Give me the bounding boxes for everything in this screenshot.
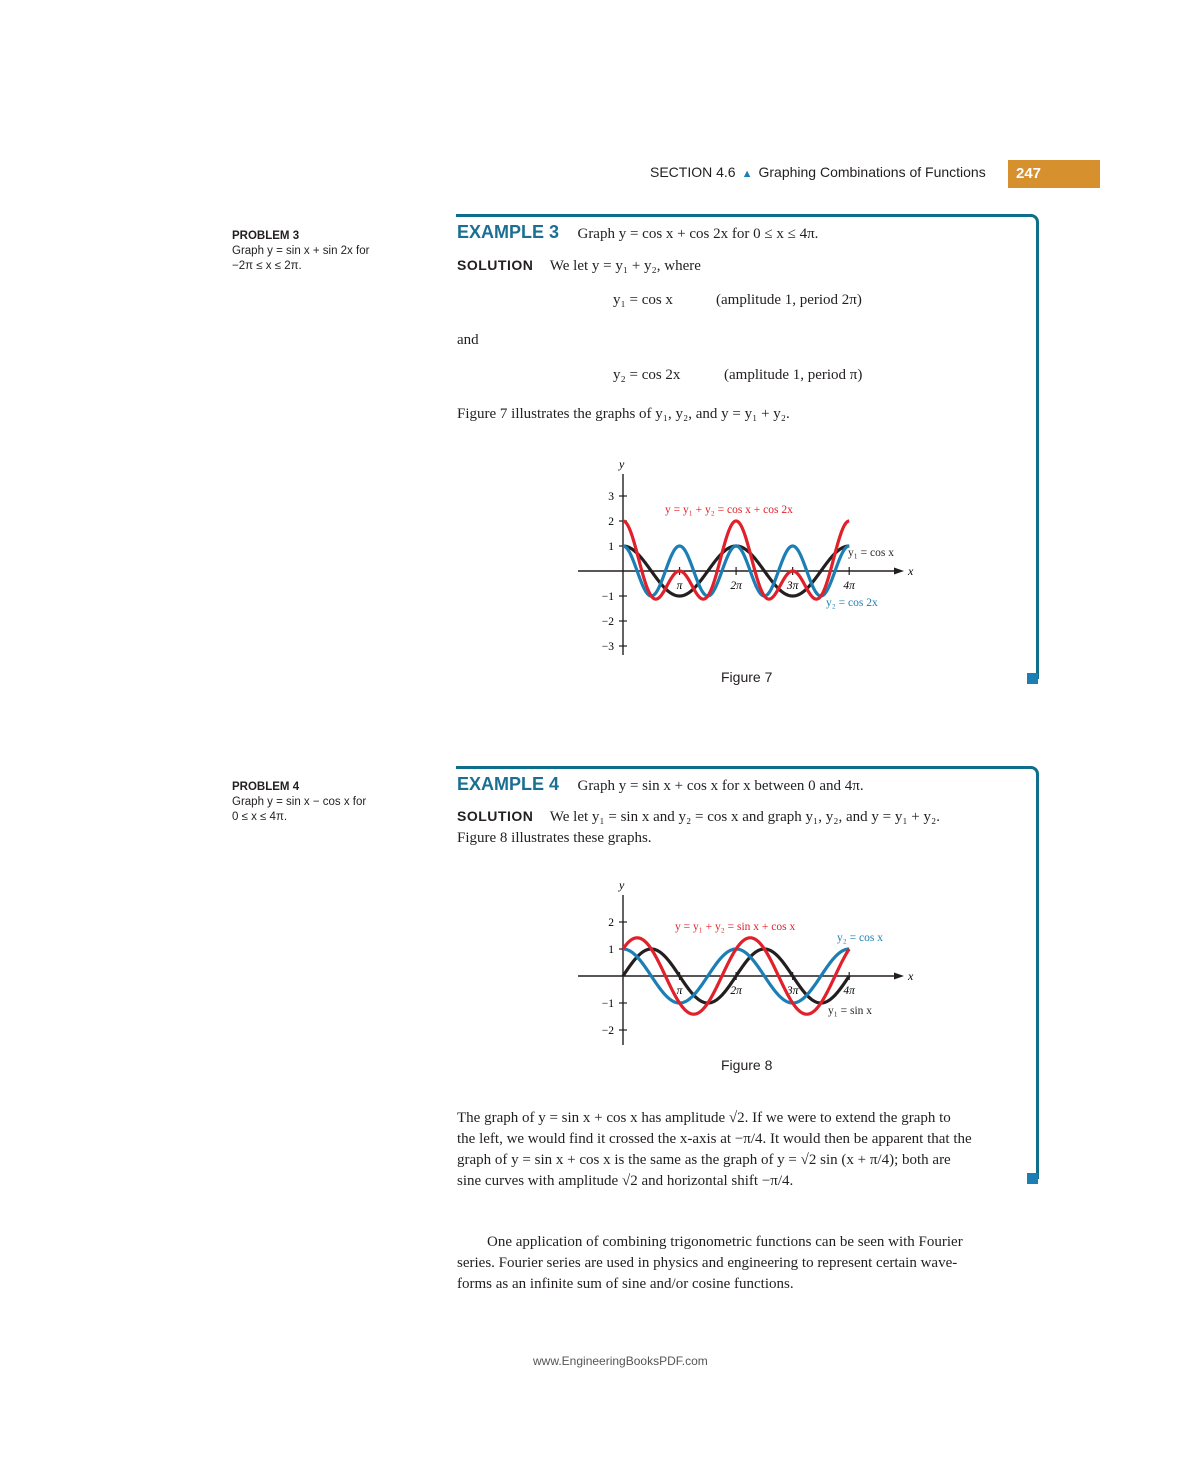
y-tick-label: −1 (601, 998, 614, 1010)
problem-3-title: PROBLEM 3 (232, 230, 300, 242)
example-4-solution (457, 807, 940, 828)
problem-3 (232, 229, 369, 274)
solution-text: We let y = y₁ + y₂, where (549, 258, 701, 274)
y-tick-label: 2 (608, 917, 614, 929)
x-axis-label: x (908, 564, 914, 578)
figure-8-caption: Figure 8 (721, 1057, 773, 1073)
problem-4-line1: Graph y = sin x − cos x for (232, 796, 367, 808)
equation-y2: y₂ = cos 2x (613, 367, 681, 383)
end-of-example-icon (1027, 1173, 1038, 1184)
y-tick-label: −2 (601, 616, 614, 628)
y-tick-label: 3 (608, 491, 614, 503)
paragraph-line: the left, we would find it crossed the x-axis at −π/4. It would then be apparent that the (457, 1131, 972, 1147)
x-tick-label: π (676, 580, 683, 592)
y-tick-label: −3 (601, 641, 614, 653)
paragraph-line: One application of combining trigonometric functions can be seen with Fourier (487, 1234, 963, 1250)
equation-y1: y₁ = cos x (613, 292, 673, 308)
paragraph-line: sine curves with amplitude √2 and horizontal shift −π/4. (457, 1173, 794, 1189)
solution-line2: Figure 8 illustrates these graphs. (457, 830, 652, 846)
example-4-label: EXAMPLE 4 (457, 774, 560, 794)
x-axis-arrow-icon (894, 568, 904, 575)
x-tick-label: 3π (786, 985, 799, 997)
x-tick-label: 4π (843, 985, 855, 997)
figure-8-chart (560, 873, 930, 1048)
series-label-2: y₁ = cos x (848, 547, 894, 559)
example-4-heading (457, 774, 864, 795)
series-label-3: y₂ = cos x (837, 932, 883, 944)
x-tick-label: 2π (730, 580, 742, 592)
triangle-icon: ▲ (741, 168, 753, 180)
y-tick-label: −1 (601, 591, 614, 603)
equation-y2-note: (amplitude 1, period π) (724, 367, 863, 383)
example-3-statement: Graph y = cos x + cos 2x for 0 ≤ x ≤ 4π. (577, 226, 819, 242)
example-4-paragraph (457, 1108, 972, 1192)
problem-4 (232, 780, 366, 825)
x-axis-arrow-icon (894, 973, 904, 980)
example-3-heading (457, 222, 818, 243)
x-tick-label: 4π (843, 580, 855, 592)
figure-7-reference: Figure 7 illustrates the graphs of y₁, y₂, and y = y₁ + y₂. (457, 406, 790, 422)
running-head (650, 164, 986, 180)
problem-4-title: PROBLEM 4 (232, 781, 300, 793)
example-4-statement: Graph y = sin x + cos x for x between 0 and 4π. (577, 778, 864, 794)
x-axis-label: x (908, 969, 914, 983)
example-3-solution (457, 256, 701, 277)
problem-4-line2: 0 ≤ x ≤ 4π. (232, 811, 288, 823)
solution-label: SOLUTION (457, 808, 534, 824)
x-tick-label: 3π (786, 580, 799, 592)
solution-label: SOLUTION (457, 257, 534, 273)
figure-7-caption: Figure 7 (721, 669, 773, 685)
paragraph-line: series. Fourier series are used in physics and engineering to represent certain wave- (457, 1255, 958, 1271)
footer-url: www.EngineeringBooksPDF.com (533, 1354, 708, 1368)
solution-line1: We let y₁ = sin x and y₂ = cos x and graph y₁, y₂, and y = y₁ + y₂. (549, 809, 940, 825)
closing-paragraph (457, 1232, 963, 1295)
y-tick-label: 1 (608, 944, 614, 956)
x-tick-label: π (676, 985, 683, 997)
figure-7-chart (560, 450, 930, 660)
section-title: Graphing Combinations of Functions (758, 164, 986, 180)
end-of-example-icon (1027, 673, 1038, 684)
equation-y1-note: (amplitude 1, period 2π) (716, 292, 862, 308)
series-label-3: y₂ = cos 2x (826, 597, 878, 609)
page-number: 247 (1008, 160, 1100, 188)
series-label-1: y = y₁ + y₂ = cos x + cos 2x (665, 504, 793, 516)
y-axis-label: y (619, 878, 625, 892)
y-axis-label: y (619, 457, 625, 471)
problem-3-line1: Graph y = sin x + sin 2x for (232, 245, 370, 257)
y-tick-label: −2 (601, 1025, 614, 1037)
x-tick-label: 2π (730, 985, 742, 997)
and-text: and (457, 332, 479, 348)
example-3-label: EXAMPLE 3 (457, 222, 560, 242)
y-tick-label: 1 (608, 541, 614, 553)
series-label-1: y = y₁ + y₂ = sin x + cos x (675, 921, 796, 933)
section-number: SECTION 4.6 (650, 164, 736, 180)
series-label-2: y₁ = sin x (828, 1005, 873, 1017)
problem-3-line2: −2π ≤ x ≤ 2π. (232, 260, 302, 272)
paragraph-line: The graph of y = sin x + cos x has amplitude √2. If we were to extend the graph to (457, 1110, 951, 1126)
paragraph-line: graph of y = sin x + cos x is the same as the graph of y = √2 sin (x + π/4); both are (457, 1152, 951, 1168)
paragraph-line: forms as an infinite sum of sine and/or cosine functions. (457, 1276, 794, 1292)
y-tick-label: 2 (608, 516, 614, 528)
